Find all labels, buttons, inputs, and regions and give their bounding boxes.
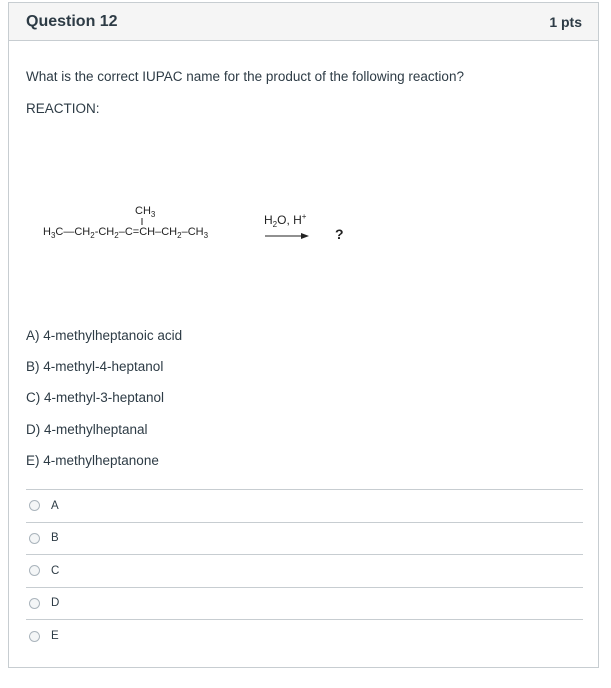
radio-button[interactable] xyxy=(29,565,40,576)
answer-label: D xyxy=(51,597,60,610)
question-title: Question 12 xyxy=(26,12,118,30)
reaction-label: REACTION: xyxy=(26,101,100,116)
choice-text: D) 4-methylheptanal xyxy=(26,421,148,437)
arrow-head xyxy=(301,233,309,239)
reagent-text: $H_2O$, H+ xyxy=(264,212,307,229)
answer-label: E xyxy=(51,630,59,642)
question-card xyxy=(8,2,599,668)
question-text: What is the correct IUPAC name for the product of the following reaction? xyxy=(26,69,464,84)
answer-option-b[interactable] xyxy=(26,522,583,555)
substituent-ch3: $CH_3$ xyxy=(135,205,156,219)
choices-list xyxy=(26,327,182,483)
answer-option-d[interactable] xyxy=(26,587,583,620)
question-header xyxy=(9,3,598,41)
answer-label: A xyxy=(51,499,59,512)
answer-option-a[interactable] xyxy=(26,489,583,522)
answer-label: C xyxy=(51,564,60,577)
choice-text: C) 4-methyl-3-heptanol xyxy=(26,390,165,406)
answer-label: B xyxy=(51,532,59,545)
answer-option-e[interactable] xyxy=(26,619,583,652)
choice-text: A) 4-methylheptanoic acid xyxy=(26,328,183,343)
radio-button[interactable] xyxy=(29,500,40,511)
reaction-diagram xyxy=(39,198,359,248)
answer-option-c[interactable] xyxy=(26,554,583,587)
choice-text: B) 4-methyl-4-heptanol xyxy=(26,359,164,375)
question-points: 1 pts xyxy=(549,13,582,30)
radio-button[interactable] xyxy=(29,598,40,609)
answer-options xyxy=(26,489,583,652)
product-unknown: ? xyxy=(335,226,344,242)
radio-button[interactable] xyxy=(29,631,40,642)
choice-text: E) 4-methylheptanone xyxy=(26,452,159,468)
main-chain: $H_3C—CH_2-CH_2-C=CH-CH_2-CH_3$ xyxy=(43,226,209,240)
radio-button[interactable] xyxy=(29,533,40,544)
